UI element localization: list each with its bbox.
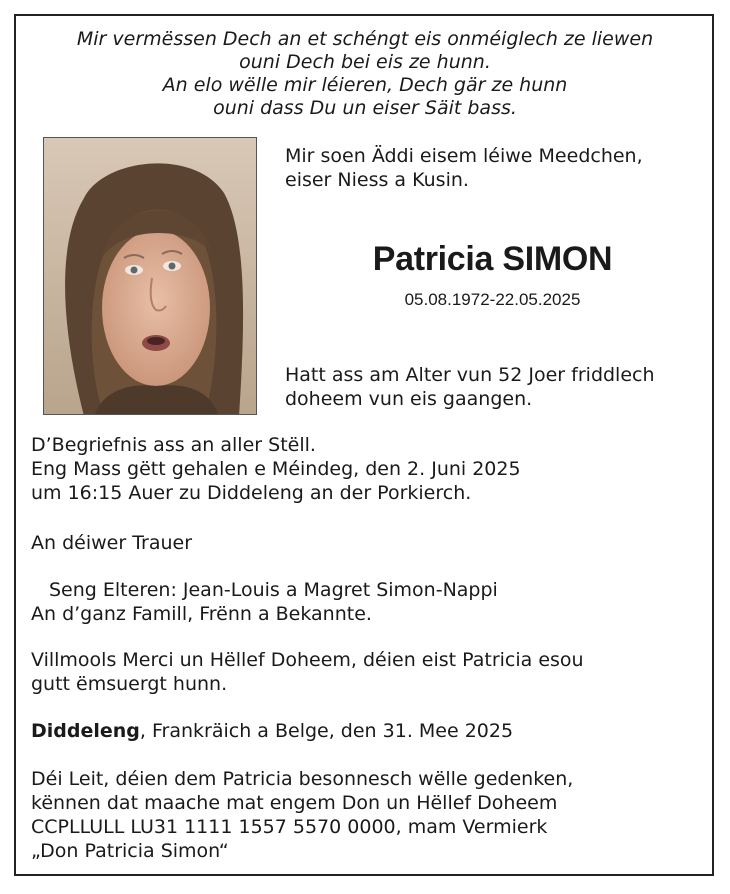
intro-line: eiser Niess a Kusin. (285, 169, 469, 191)
funeral-info (31, 433, 521, 505)
funeral-line: um 16:15 Auer zu Diddeleng an der Porkierch. (31, 482, 472, 504)
passing-text (285, 363, 655, 411)
intro-line: Mir soen Äddi eisem léiwe Meedchen, (285, 145, 643, 167)
place-date-rest: , Frankräich a Belge, den 31. Mee 2025 (139, 720, 514, 742)
donation-line: CCPLLULL LU31 1111 1557 5570 0000, mam Vermierk (31, 816, 548, 838)
poem-line: ouni dass Du un eiser Säit bass. (213, 97, 517, 119)
thanks-line: gutt ëmsuergt hunn. (31, 673, 228, 695)
poem-line: An elo wëlle mir léieren, Dech gär ze hunn (162, 74, 568, 96)
memorial-poem (0, 28, 730, 120)
family-line: Seng Elteren: Jean-Louis a Magret Simon-Nappi (49, 579, 498, 601)
funeral-line: D’Begriefnis ass an aller Stëll. (31, 434, 316, 456)
poem-line: ouni Dech bei eis ze hunn. (239, 51, 491, 73)
thanks-line: Villmools Merci un Hëllef Doheem, déien eist Patricia esou (31, 649, 584, 671)
family-line: An d’ganz Famill, Frënn a Bekannte. (31, 603, 372, 625)
poem-line: Mir vermëssen Dech an et schéngt eis onméiglech ze liewen (76, 28, 654, 50)
donation-line: Déi Leit, déien dem Patricia besonnesch wëlle gedenken, (31, 768, 574, 790)
mourning-line: An déiwer Trauer (31, 532, 192, 554)
thanks-text (31, 648, 584, 696)
family-list (31, 578, 498, 626)
life-dates: 05.08.1972-22.05.2025 (404, 290, 581, 309)
passing-line: doheem vun eis gaangen. (285, 388, 533, 410)
place-date-line (31, 719, 513, 743)
passing-line: Hatt ass am Alter vun 52 Joer friddlech (285, 364, 655, 386)
town-name: Diddeleng (31, 720, 140, 742)
deceased-name: Patricia SIMON (372, 240, 613, 278)
intro-text (285, 144, 643, 192)
donation-text (31, 767, 573, 863)
funeral-line: Eng Mass gëtt gehalen e Méindeg, den 2. Juni 2025 (31, 458, 521, 480)
donation-line: „Don Patricia Simon“ (31, 840, 229, 862)
donation-line: kënnen dat maache mat engem Don un Hëllef Doheem (31, 792, 558, 814)
